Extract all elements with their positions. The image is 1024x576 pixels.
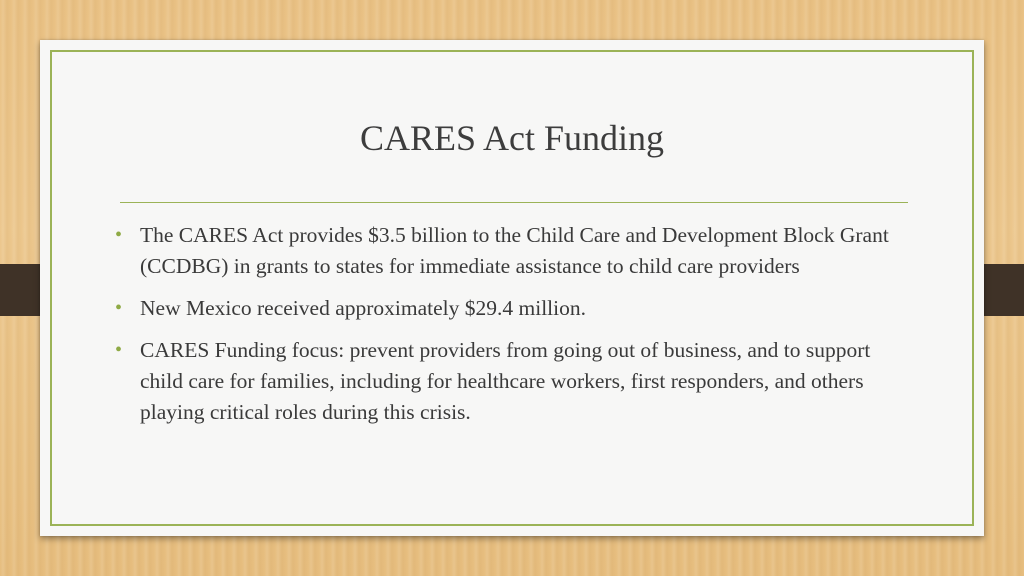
bullet-item [114, 335, 904, 428]
bullet-text: The CARES Act provides $3.5 billion to the Child Care and Development Block Grant (CCDBG) in grants to states for immediate assistance to child care providers [140, 223, 889, 278]
bullet-item [114, 293, 904, 324]
title-divider [120, 202, 908, 203]
slide-title: CARES Act Funding [359, 118, 665, 158]
bullet-icon: • [115, 339, 123, 361]
bullet-list [114, 220, 904, 439]
bullet-item [114, 220, 904, 282]
bullet-icon: • [115, 297, 123, 319]
slide-card [40, 40, 984, 536]
bullet-text: CARES Funding focus: prevent providers from going out of business, and to support child care for families, including for healthcare workers, first responders, and others playing critical roles during this crisis. [140, 338, 871, 424]
bullet-icon: • [115, 224, 123, 246]
bullet-text: New Mexico received approximately $29.4 million. [140, 296, 586, 320]
